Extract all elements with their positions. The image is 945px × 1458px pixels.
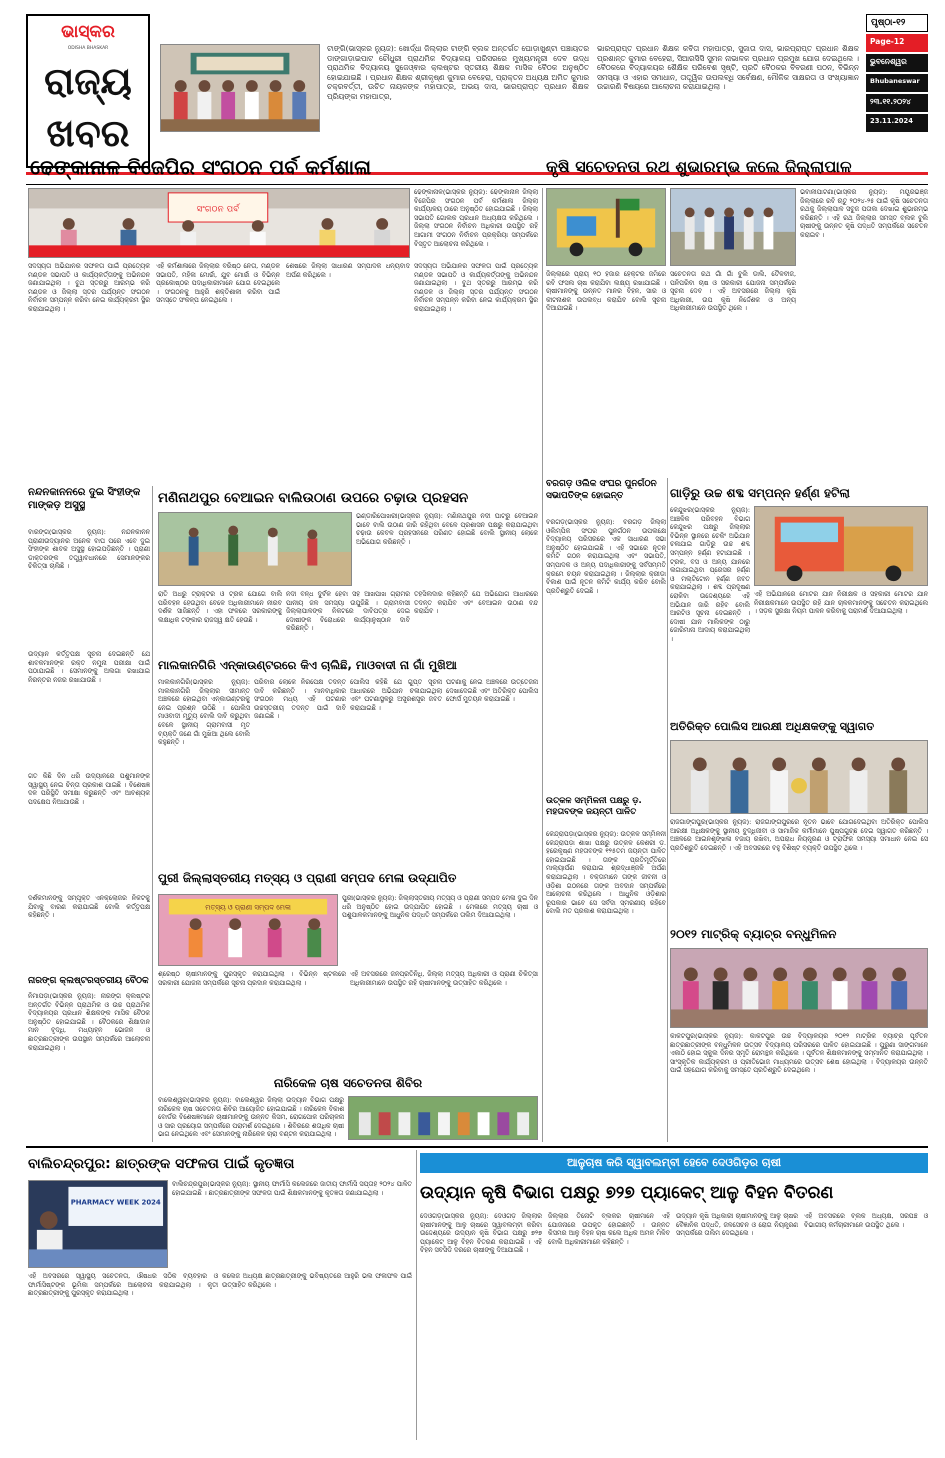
- story1-body-col4: ସଦସ୍ୟତା ଅଭିଯାନର ସଫଳତା ପାଇଁ ପ୍ରତ୍ୟେକ ମଣ୍ଡଳ ସଭାପତି ଓ କାର୍ଯ୍ୟକର୍ତ୍ତାଙ୍କୁ ଅଭିନନ୍ଦନ ଜଣାଯାଇଥିଲା । ବୁଥ ସ୍ତରରୁ ଆରମ୍ଭ କରି ମଣ୍ଡଳ ଓ ଜିଲ୍ଲା ସ୍ତର ପର୍ଯ୍ୟନ୍ତ ସଂଗଠନ ନିର୍ବାଚନ ସମ୍ପନ୍ନ କରିବା ନେଇ କାର୍ଯ୍ୟକ୍ରମ ସ୍ଥିର କରାଯାଇଥିଲା ।: [414, 262, 538, 313]
- story15-body-4: ଏହି ଅବସରରେ ବ୍ଲକ ଅଧ୍ୟକ୍ଷ, ସରପଞ୍ଚ ଓ ବିଭାଗୀୟ କର୍ମଚାରୀମାନେ ଉପସ୍ଥିତ ଥିଲେ ।: [804, 1212, 928, 1229]
- logo-subtitle: ODISHA BHASKAR: [67, 46, 109, 51]
- story1-banner-text: ସଂଗଠନ ପର୍ବ: [196, 204, 240, 215]
- story7-photo: [158, 512, 352, 586]
- story11-photo: [670, 740, 928, 814]
- column-divider-2: [542, 188, 543, 1142]
- story12-body: କାକଟପୁର(ଭାସ୍କର ନ୍ୟୁଜ): କାକଟପୁର ଉଚ୍ଚ ବିଦ୍ୟାଳୟର ୨୦୧୨ ମାଟ୍ରିକ ବ୍ୟାଚ୍‌ର ପୂର୍ବତନ ଛାତ୍ରଛାତ୍ରୀଙ୍କ ବନ୍ଧୁମିଳନ ଉତ୍ସବ ବିଦ୍ୟାଳୟ ପରିସରରେ ପାଳିତ ହୋଇଯାଇଛି । ପୁରୁଣା ସାଙ୍ଗମାନେ ଏକାଠି ହୋଇ ସ୍କୁଲ ଦିନର ସ୍ମୃତି ରୋମନ୍ଥନ କରିଥିଲେ । ପୂର୍ବତନ ଶିକ୍ଷକମାନଙ୍କୁ ସମ୍ମାନିତ କରାଯାଇଥିଲା । ସାଂସ୍କୃତିକ କାର୍ଯ୍ୟକ୍ରମ ଓ ପ୍ରୀତିଭୋଜ ମାଧ୍ୟମରେ ଉତ୍ସବ ଶେଷ ହୋଇଥିଲା । ବିଦ୍ୟାଳୟର ଉନ୍ନତି ପାଇଁ ସହଯୋଗ କରିବାକୁ ସମସ୍ତେ ପ୍ରତିଶ୍ରୁତି ଦେଇଥିଲେ ।: [670, 1032, 928, 1075]
- story2-body-col1: ଜିଲ୍ଲାରେ ପ୍ରାୟ ୧୦ ହଜାର ହେକ୍ଟର ଜମିରେ ରବି ଫସଲ ଚାଷ କରାଯିବା ଲକ୍ଷ୍ୟ ରଖାଯାଇଛି । ଚାଷୀମାନଙ୍କୁ ଉନ୍ନତ ମାନର ବିହନ, ସାର ଓ କୀଟନାଶକ ଉପଲବ୍ଧ କରାଯିବ ବୋଲି ସୂଚନା ଦିଆଯାଇଛି ।: [546, 270, 666, 313]
- story4-photo: [754, 506, 928, 586]
- story10-body: କେନ୍ଦ୍ରାପଡ଼ା(ଭାସ୍କର ନ୍ୟୁଜ): ଉତ୍କଳ ସମ୍ମିଳନୀ କେନ୍ଦ୍ରାପଡ଼ା ଶାଖା ପକ୍ଷରୁ ଉତ୍କଳ କେଶରୀ ଡ଼. ହରେକୃଷ୍ଣ ମହତାବଙ୍କ ୧୨୫ତମ ଜୟନ୍ତୀ ପାଳିତ ହୋଇଯାଇଛି । ତାଙ୍କ ପ୍ରତିମୂର୍ତ୍ତିରେ ମାଲ୍ୟାର୍ପଣ କରାଯାଇ ଶ୍ରଦ୍ଧାଞ୍ଜଳି ଅର୍ପଣ କରାଯାଇଥିଲା । ବକ୍ତାମାନେ ତାଙ୍କ ଜୀବନୀ ଓ ଓଡ଼ିଶା ଗଠନରେ ତାଙ୍କ ଅବଦାନ ସମ୍ପର୍କରେ ଆଲୋଚନା କରିଥିଲେ । ଆଧୁନିକ ଓଡ଼ିଶାର ରୂପକାର ଭାବେ ସେ ସର୍ବଦା ସ୍ମରଣୀୟ ରହିବେ ବୋଲି ମତ ପ୍ରକାଶ କରାଯାଇଥିଲା ।: [546, 830, 666, 916]
- story2-body-side: ଭବାନୀପାଟଣା(ଭାସ୍କର ନ୍ୟୁଜ): ମୟୂରଭଞ୍ଜ ଜିଲ୍ଲାରେ ରବି ଋତୁ ୨୦୨୪-୨୫ ପାଇଁ କୃଷି ସଚେତନତା ରଥକୁ ଜିଲ୍ଲାପାଳ ସବୁଜ ପତାକା ଦେଖାଇ ଶୁଭାରମ୍ଭ କରିଛନ୍ତି । ଏହି ରଥ ଜିଲ୍ଲାର ସମସ୍ତ ବ୍ଲକ ବୁଲି ଚାଷୀଙ୍କୁ ଉନ୍ନତ କୃଷି ପଦ୍ଧତି ସମ୍ପର୍କରେ ସଚେତନ କରାଇବ ।: [800, 188, 928, 239]
- story1-body-col1: ସଦସ୍ୟତା ଅଭିଯାନର ସଫଳତା ପାଇଁ ପ୍ରତ୍ୟେକ ମଣ୍ଡଳ ସଭାପତି ଓ କାର୍ଯ୍ୟକର୍ତ୍ତାଙ୍କୁ ଅଭିନନ୍ଦନ ଜଣାଯାଇଥିଲା । ବୁଥ ସ୍ତରରୁ ଆରମ୍ଭ କରି ମଣ୍ଡଳ ଓ ଜିଲ୍ଲା ସ୍ତର ପର୍ଯ୍ୟନ୍ତ ସଂଗଠନ ନିର୍ବାଚନ ସମ୍ପନ୍ନ କରିବା ନେଇ କାର୍ଯ୍ୟକ୍ରମ ସ୍ଥିର କରାଯାଇଥିଲା ।: [28, 262, 150, 313]
- page-number-odia: ପୃଷ୍ଠା-୧୨: [866, 14, 928, 32]
- story7-body-3: ନଦୀ ବନ୍ଧ ଦୁର୍ବଳ ହେବା ସହ ଆଖପାଖ ଗ୍ରାମର ପାନୀୟ ଜଳ ସମସ୍ୟା ଉପୁଜିଛି । ଗ୍ରାମବାସୀ ଜିଲ୍ଲାପାଳଙ୍କ ନିକଟରେ ଦାବିପତ୍ର ଦେଇ ଦୋଷୀଙ୍କ ବିରୋଧରେ କାର୍ଯ୍ୟାନୁଷ୍ଠାନ ଦାବି କରିଛନ୍ତି ।: [286, 590, 410, 633]
- story9-body-2: ଶ୍ରେଷ୍ଠ ଚାଷୀମାନଙ୍କୁ ପୁରସ୍କୃତ କରାଯାଇଥିଲା । ବିଭିନ୍ନ ଷ୍ଟଲରେ ସରକାରୀ ଯୋଜନା ସମ୍ପର୍କରେ ସୂଚନା ପ୍ରଦାନ କରାଯାଇଥିଲା ।: [158, 970, 346, 987]
- story8-body-2: ପରିବାର ଲୋକେ ନିରପେକ୍ଷ ତଦନ୍ତ ଦାବି କରିଛନ୍ତି । ମାନବାଧିକାର ସଂଗଠନ ମଧ୍ୟ ଏହି ଘଟଣାର ଉଚ୍ଚସ୍ତରୀୟ ତଦନ୍ତ ପାଇଁ ଦାବି ଜଣାଇଛି ।: [254, 678, 346, 721]
- divider-bottom-section: [26, 1146, 928, 1148]
- top-story-photo: [160, 44, 320, 132]
- story3-body: ବରଗଡ଼(ଭାସ୍କର ନ୍ୟୁଜ): ବରଗଡ଼ ଜିଲ୍ଲା ଓଲିମ୍ପିକ ସଂଘର ପୁନର୍ଗଠନ ଉପଲକ୍ଷେ ବିଦ୍ୟାଳୟ ପରିସରରେ ଏକ ସାଧାରଣ ସଭା ଅନୁଷ୍ଠିତ ହୋଇଯାଇଛି । ଏହି ସଭାରେ ନୂତନ କମିଟି ଗଠନ କରାଯାଇଥିଲା ଏବଂ ସଭାପତି, ସମ୍ପାଦକ ଓ ଅନ୍ୟ ପଦାଧିକାରୀଙ୍କୁ ସର୍ବସମ୍ମତି କ୍ରମେ ଚୟନ କରାଯାଇଥିଲା । ଜିଲ୍ଲାର କ୍ରୀଡ଼ା ବିକାଶ ପାଇଁ ନୂତନ କମିଟି କାର୍ଯ୍ୟ କରିବ ବୋଲି ପ୍ରତିଶ୍ରୁତି ଦେଇଛି ।: [546, 518, 666, 595]
- date-en: 23.11.2024: [866, 114, 928, 132]
- top-story-column-1: ଟାଙ୍ଗି(ଭାସ୍କର ନ୍ୟୁଜ): ଖୋର୍ଦ୍ଧା ଜିଲ୍ଲାର ଟାଙ୍ଗି ବ୍ଲକ ଅନ୍ତର୍ଗତ ଘୋଡ଼ାଖୁଣ୍ଟା ପଞ୍ଚାୟତର ଡାଙ୍ଗାଡ଼ାଇପାଟ ଚୌଧୁରୀ ପ୍ରାଥମିକ ବିଦ୍ୟାଳୟ ପରିସରରେ ମୁଖ୍ୟମନ୍ତ୍ରୀ ଦେବ ଉଦ୍ଧ ପ୍ରାଥମିକ ବିଦ୍ୟାଳୟ ସୁଜେଓ୍ଵାର କ୍ଲଷ୍ଟର ସ୍ତରୀୟ ଶିକ୍ଷକ ମାସିକ ବୈଠକ ଅନୁଷ୍ଠିତ ହୋଇଯାଇଛି । ପ୍ରଧାନ ଶିକ୍ଷକ ଶ୍ରୀକୃଷ୍ଣ କୁମାର ବେହେରା, ପ୍ରାକ୍ତନ ଅଧ୍ୟକ୍ଷ ଅମିତ କୁମାର ଚକ୍ରବର୍ତ୍ତୀ, ଉଚିତ ନାୟକଙ୍କ ମହାପାତ୍ର, ଅଭୟ ଦାସ, ଭାରପ୍ରାପ୍ତ ପ୍ରଧାନ ଶିକ୍ଷକ ପ୍ରିୟଙ୍କା ମହାପାତ୍ର,: [327, 44, 589, 101]
- top-story-column-2: ଭାରପ୍ରାପ୍ତ ପ୍ରଧାନ ଶିକ୍ଷକ କବିତା ମହାପାତ୍ର, ସୁଜାତା ଦାସ, ଭାରପ୍ରାପ୍ତ ପ୍ରଧାନ ଶିକ୍ଷକ ପ୍ରଶାନ୍ତ କୁମାର ବେହେରା, ସିଆରସିସି ସୁମନ ନାଭାଳକ ପ୍ରଧାନ ପ୍ରମୁଖ ଯୋଗ ଦେଇଥିଲେ । ବୈଠକରେ ବିଦ୍ୟାଳୟର ଶୈକ୍ଷିକ ପରିବେଶ ସୃଷ୍ଟି, ପ୍ରତି ବୈଠକର ବିବରଣୀ ପଠନ, ବିଭିନ୍ନ ସମସ୍ୟା ଓ ଏହାର ସମାଧାନ, ତାତ୍ତ୍ୱିକ ଉପଲବ୍ଧି ସର୍ବେକ୍ଷଣ, ମୌଳିକ ସାକ୍ଷରତା ଓ ସଂଖ୍ୟାଜ୍ଞାନ ଉଚ୍ଚାରଣି ବିଷୟରେ ଆଲୋଚନା କରାଯାଇଥିଲା ।: [597, 44, 859, 92]
- section-title-line2: ଖବର: [46, 111, 130, 155]
- story9-photo-banner: ମତ୍ସ୍ୟ ଓ ପ୍ରାଣୀ ସମ୍ପଦ ମେଳା: [205, 903, 291, 912]
- story14-body-1: ବାଲିଚନ୍ଦ୍ରପୁର(ଭାସ୍କର ନ୍ୟୁଜ): ସ୍ଥାନୀୟ ଫାର୍ମାସି କଲେଜରେ ଜାତୀୟ ଫାର୍ମାସି ସପ୍ତାହ ୨୦୨୪ ପାଳିତ ହୋଇଯାଇଛି । ଛାତ୍ରଛାତ୍ରୀଙ୍କ ସଫଳତା ପାଇଁ ଶିକ୍ଷକମାନଙ୍କୁ କୃତଜ୍ଞତା ଜଣାଯାଇଥିଲା ।: [172, 1180, 412, 1197]
- city-en: Bhubaneswar: [866, 74, 928, 92]
- story12-photo: [670, 948, 928, 1028]
- story5-body-2: ଉଦ୍ୟାନ କର୍ତ୍ତୃପକ୍ଷ ସୂଚନା ଦେଇଛନ୍ତି ଯେ ଶାବକମାନଙ୍କ ରକ୍ତ ନମୁନା ପରୀକ୍ଷା ପାଇଁ ପଠାଯାଇଛି । ସେମାନଙ୍କୁ ଅଲଗା ରଖାଯାଇ ନିରନ୍ତର ନଜର ରଖାଯାଉଛି ।: [28, 650, 150, 684]
- story5-body-1: ବାରଙ୍ଗ(ଭାସ୍କର ନ୍ୟୁଜ): ନନ୍ଦନକାନନ ପ୍ରାଣୀଉଦ୍ୟାନର ଅନେକ ବାଘ ପରେ ଏବେ ଦୁଇ ସିଂହୀଙ୍କ ଶାବକ ଅସୁସ୍ଥ ହୋଇପଡ଼ିଛନ୍ତି । ପ୍ରାଣୀ ଡାକ୍ତରଙ୍କ ତତ୍ତ୍ୱାବଧାନରେ ସେମାନଙ୍କର ଚିକିତ୍ସା ଚାଲିଛି ।: [28, 528, 150, 571]
- logo-brand: ଭାସ୍କର: [61, 22, 115, 42]
- story1-body-col3: ଶେଷରେ ଜିଲ୍ଲା ସାଧାରଣ ସମ୍ପାଦକ ଧନ୍ୟବାଦ ଅର୍ପଣ କରିଥିଲେ ।: [286, 262, 410, 279]
- story9-photo: [158, 894, 338, 966]
- story1-photo: [28, 188, 410, 258]
- story5-headline: ନନ୍ଦନକାନନରେ ଦୁଇ ସିଂହୀଙ୍କ ମାଙ୍କଡ଼ ଅସୁସ୍ଥ: [28, 487, 141, 511]
- story14-photo: [28, 1180, 168, 1268]
- story8-body-3: ପୋଲିସ କହିଛି ଯେ ଗୁପ୍ତ ସୂଚନା ଆଧାରରେ ଅଭିଯାନ ଚଳାଯାଇଥିଲା ଏବଂ ଘଟଣାସ୍ଥଳରୁ ଅସ୍ତ୍ରଶସ୍ତ୍ର ଜବତ କରାଯାଇଛି ।: [350, 678, 442, 712]
- story9-body-3: ଏହି ଅବସରରେ ଜନପ୍ରତିନିଧି, ଜିଲ୍ଲା ମତ୍ସ୍ୟ ଅଧିକାରୀ ଓ ପ୍ରାଣୀ ଚିକିତ୍ସା ଅଧିକାରୀମାନେ ଉପସ୍ଥିତ ରହି ଚାଷୀମାନଙ୍କୁ ଉତ୍ସାହିତ କରିଥିଲେ ।: [350, 970, 538, 987]
- story15-body-2: ଜିଲ୍ଲାର ତିନୋଟି ବ୍ଲକର ଚାଷୀମାନେ ଏହି ଯୋଜନାରେ ଉପକୃତ ହୋଇଛନ୍ତି । ଉନ୍ନତ କିସମର ଆଳୁ ବିହନ ଚାଷ କଲେ ଅଧିକ ଅମଳ ମିଳିବ ବୋଲି ଅଧିକାରୀମାନେ କହିଛନ୍ତି ।: [548, 1212, 670, 1246]
- story12-headline: ୨୦୧୨ ମାଟ୍ରିକ୍ ବ୍ୟାଚ୍‌ର ବନ୍ଧୁମିଳନ: [670, 927, 837, 941]
- story8-body-1: ମାଲକାନଗିରି(ଭାସ୍କର ନ୍ୟୁଜ): ମାଲକାନଗିରି ଜିଲ୍ଲାର ସୀମାନ୍ତ ଅଞ୍ଚଳରେ ହୋଇଥିବା ଏନ୍‌କାଉଣ୍ଟରକୁ ନେଇ ପ୍ରଶ୍ନ ଉଠିଛି । ପୋଲିସ ମାଓବାଦୀ ମୃତ୍ୟୁ ବୋଲି ଦାବି କରୁଥିବା ବେଳେ ସ୍ଥାନୀୟ ଗ୍ରାମବାସୀ ମୃତ ବ୍ୟକ୍ତି ଜଣେ ଗାଁ ମୁଖିଆ ଥିଲେ ବୋଲି କହୁଛନ୍ତି ।: [158, 678, 250, 747]
- story4-body-continued: ଏହି ଅଭିଯାନରେ ମୋଟର ଯାନ ନିରୀକ୍ଷକ ଓ ସହକାରୀ ମୋଟର ଯାନ ନିରୀକ୍ଷକମାନେ ଉପସ୍ଥିତ ରହି ଯାନ ଚାଳକମାନଙ୍କୁ ସଚେତନ କରାଇଥିଲେ । ସଡ଼କ ସୁରକ୍ଷା ନିୟମ ପାଳନ କରିବାକୁ ପରାମର୍ଶ ଦିଆଯାଇଥିଲା ।: [754, 590, 928, 616]
- story15-body-1: ଦେଓଗଡ଼(ଭାସ୍କର ନ୍ୟୁଜ): ଦେଓଗଡ଼ ଜିଲ୍ଲାର ଚାଷୀମାନଙ୍କୁ ଆଳୁ ଚାଷରେ ସ୍ୱାବଲମ୍ବୀ କରିବା ଉଦ୍ଦେଶ୍ୟରେ ଉଦ୍ୟାନ କୃଷି ବିଭାଗ ପକ୍ଷରୁ ୭୨୭ ପ୍ୟାକେଟ୍ ଆଳୁ ବିହନ ବିତରଣ କରାଯାଇଛି । ଏହି ବିହନ ସବସିଡି ଦରରେ ଚାଷୀଙ୍କୁ ଦିଆଯାଇଛି ।: [420, 1212, 542, 1255]
- story15-banner: ଆଳୁଚାଷ କରି ସ୍ୱାବଲମ୍ବୀ ହେବେ ଦେଓଗିଡ଼ର ଚାଷୀ: [420, 1153, 928, 1173]
- story4-body: କେନ୍ଦୁଝର(ଭାସ୍କର ନ୍ୟୁଜ): ଆଞ୍ଚଳିକ ପରିବହନ ବିଭାଗ କେନ୍ଦୁଝର ପକ୍ଷରୁ ଜିଲ୍ଲାର ବିଭିନ୍ନ ସ୍ଥାନରେ ଚେକିଂ ଅଭିଯାନ ଚଳାଯାଇ ଗାଡ଼ିରୁ ଉଚ୍ଚ ଶବ୍ଦ ସମ୍ପନ୍ନ ହର୍ଣ୍ଣ ହଟାଯାଇଛି । ଟ୍ରକ, ବସ ଓ ଅନ୍ୟ ଯାନରେ ଲଗାଯାଇଥିବା ପ୍ରେସର ହର୍ଣ୍ଣ ଓ ମଲ୍ଟିଟୋନ ହର୍ଣ୍ଣ ଜବତ କରାଯାଇଥିଲା । ଶବ୍ଦ ପ୍ରଦୂଷଣ ରୋକିବା ଉଦ୍ଦେଶ୍ୟରେ ଏହି ଅଭିଯାନ ଜାରି ରହିବ ବୋଲି ଆରଟିଓ ସୂଚନା ଦେଇଛନ୍ତି । ଦୋଷୀ ଯାନ ମାଲିକଙ୍କ ଠାରୁ ଜୋରିମାନା ଆଦାୟ କରାଯାଇଥିଲା ।: [670, 506, 750, 643]
- story14-headline: ବାଲିଚନ୍ଦ୍ରପୁର: ଛାତ୍ରଙ୍କ ସଫଳତା ପାଇଁ କୃତଜ୍ଞତା: [28, 1156, 295, 1172]
- page-meta: [866, 14, 928, 168]
- section-title-line1: ରାଜ୍ୟ: [44, 59, 132, 103]
- story7-headline: ମଣିନାଥପୁର ବେଆଇନ ବାଲିଉଠାଣ ଉପରେ ଚଢ଼ାଉ ପ୍ରହସନ: [158, 490, 469, 506]
- story10-headline: ଉତ୍କଳ ସମ୍ମିଳନୀ ପକ୍ଷରୁ ଡ଼. ମହତାବଙ୍କ ଜୟନ୍ତୀ ପାଳିତ: [546, 796, 642, 817]
- divider-top: [26, 184, 928, 185]
- story4-headline: ଗାଡ଼ିରୁ ଉଚ୍ଚ ଶବ୍ଦ ସମ୍ପନ୍ନ ହର୍ଣ୍ଣ ହଟିଲା: [670, 486, 850, 500]
- story15-headline: ଉଦ୍ୟାନ କୃଷି ବିଭାଗ ପକ୍ଷରୁ ୭୨୭ ପ୍ୟାକେଟ୍ ଆଳୁ ବିହନ ବିତରଣ: [420, 1183, 834, 1203]
- date-odia: ୨୩.୧୧.୨୦୨୪: [866, 94, 928, 112]
- story11-headline: ଅତିରିକ୍ତ ପୋଲିସ ଆରକ୍ଷୀ ଅଧିକ୍ଷକଙ୍କୁ ସ୍ୱାଗତ: [670, 720, 875, 733]
- city-odia: ଭୁବନେଶ୍ୱର: [866, 54, 928, 72]
- column-divider-1: [152, 486, 153, 1142]
- story11-body: ରାଜଗାଙ୍ଗପୁର(ଭାସ୍କର ନ୍ୟୁଜ): ରାଜଗାଙ୍ଗପୁରରେ ନୂତନ ଭାବେ ଯୋଗଦେଇଥିବା ଅତିରିକ୍ତ ପୋଲିସ ଆରକ୍ଷୀ ଅଧିକ୍ଷକଙ୍କୁ ସ୍ଥାନୀୟ ବୁଦ୍ଧିଜୀବୀ ଓ ସାମାଜିକ କର୍ମୀମାନେ ପୁଷ୍ପଗୁଚ୍ଛ ଦେଇ ସ୍ୱାଗତ କରିଛନ୍ତି । ଅଞ୍ଚଳରେ ଆଇନଶୃଙ୍ଖଳା ବଜାୟ ରଖିବା, ଅପରାଧ ନିୟନ୍ତ୍ରଣ ଓ ଟ୍ରାଫିକ ସମସ୍ୟା ସମାଧାନ ନେଇ ସେ ପ୍ରତିଶ୍ରୁତି ଦେଇଛନ୍ତି । ଏହି ଅବସରରେ ବହୁ ବିଶିଷ୍ଟ ବ୍ୟକ୍ତି ଉପସ୍ଥିତ ଥିଲେ ।: [670, 818, 928, 852]
- story5-body-3: ଗତ କିଛି ଦିନ ଧରି ଉଦ୍ୟାନରେ ପଶୁମାନଙ୍କ ସ୍ୱାସ୍ଥ୍ୟ ନେଇ ଚିନ୍ତା ପ୍ରକାଶ ପାଇଛି । ବିଶେଷଜ୍ଞ ଦଳ ପରିସ୍ଥିତି ସମୀକ୍ଷା କରୁଛନ୍ତି ଏବଂ ଆବଶ୍ୟକ ପଦକ୍ଷେପ ନିଆଯାଉଛି ।: [28, 772, 150, 806]
- column-divider-4: [416, 1150, 417, 1440]
- story14-body-3: କଲେଜ ଅଧ୍ୟକ୍ଷ ଛାତ୍ରଛାତ୍ରୀଙ୍କୁ ଭବିଷ୍ୟତରେ ଆହୁରି ଭଲ ଫଳାଫଳ ପାଇଁ ଉତ୍ସାହିତ କରିଥିଲେ ।: [222, 1272, 412, 1289]
- story13-photo: [348, 1096, 538, 1140]
- story14-photo-banner: PHARMACY WEEK 2024: [70, 1198, 161, 1207]
- masthead-logo: [26, 14, 150, 168]
- story2-headline: କୃଷି ସଚେତନତା ରଥ ଶୁଭାରମ୍ଭ କଲେ ଜିଲ୍ଲାପାଳ: [546, 157, 852, 176]
- story2-body-col2: ସଚେତନତା ରଥ ଗାଁ ଗାଁ ବୁଲି ଡାଲି, ତୈଳବୀଜ, ପନିପରିବା ଚାଷ ଓ ସରକାରୀ ଯୋଜନା ସମ୍ପର୍କରେ ସୂଚନା ଦେବ । ଏହି ଅବସରରେ ଜିଲ୍ଲା କୃଷି ଅଧିକାରୀ, ଉପ କୃଷି ନିର୍ଦ୍ଦେଶକ ଓ ଅନ୍ୟ ଅଧିକାରୀମାନେ ଉପସ୍ଥିତ ଥିଲେ ।: [670, 270, 796, 313]
- story6-headline: ନାରଙ୍ଗ କ୍ଲଷ୍ଟରସ୍ତରୀୟ ବୈଠକ: [28, 976, 149, 986]
- story15-body-3: ଉଦ୍ୟାନ କୃଷି ଅଧିକାରୀ ଚାଷୀମାନଙ୍କୁ ଆଳୁ ଚାଷର ବୈଜ୍ଞାନିକ ପଦ୍ଧତି, ଜଳସେଚନ ଓ ରୋଗ ନିୟନ୍ତ୍ରଣ ସମ୍ପର୍କରେ ତାଲିମ ଦେଇଥିଲେ ।: [676, 1212, 798, 1238]
- page-number-en: Page-12: [866, 34, 928, 52]
- story9-headline: ପୁରୀ ଜିଲ୍ଲାସ୍ତରୀୟ ମତ୍ସ୍ୟ ଓ ପ୍ରାଣୀ ସମ୍ପଦ ମେଳା ଉଦ୍‌ଯାପିତ: [158, 871, 457, 885]
- story8-body-4: ଘଟଣାକୁ ନେଇ ଅଞ୍ଚଳରେ ଉତ୍ତେଜନା ଦେଖାଦେଇଛି ଏବଂ ଅତିରିକ୍ତ ପୋଲିସ ଫୋର୍ସ ମୁତୟନ କରାଯାଇଛି ।: [446, 678, 538, 704]
- story1-body-intro: ଢେଙ୍କାନାଳ(ଭାସ୍କର ନ୍ୟୁଜ): ଢେଙ୍କାନାଳ ଜିଲ୍ଲା ବିଜେପିର ସଂଗଠନ ପର୍ବ କର୍ମଶାଳା ଜିଲ୍ଲା କାର୍ଯ୍ୟାଳୟ ଠାରେ ଅନୁଷ୍ଠିତ ହୋଇଯାଇଛି । ଜିଲ୍ଲା ସଭାପତି ଗୋଲକ ପ୍ରଧାନ ଅଧ୍ୟକ୍ଷତା କରିଥିଲେ । ଜିଲ୍ଲା ସଂଗଠନ ନିର୍ବାଚନ ଅଧିକାରୀ ଉପସ୍ଥିତ ରହି ଆଗାମୀ ସଂଗଠନ ନିର୍ବାଚନ ପ୍ରକ୍ରିୟା ସମ୍ପର୍କରେ ବିସ୍ତୃତ ଆଲୋଚନା କରିଥିଲେ ।: [414, 188, 538, 248]
- story7-body-4: ତହସିଲଦାର କହିଛନ୍ତି ଯେ ଅଭିଯୋଗ ଆଧାରରେ ତଦନ୍ତ କରାଯିବ ଏବଂ ବେଆଇନ ଉଠାଣ ବନ୍ଦ କରାଯିବ ।: [414, 590, 538, 616]
- story3-headline: ବରଗଡ଼ ଓଲିକ ସଂଘର ପୁନର୍ଗଠନ ସଭାପତିଙ୍କ ହୋଇନ୍ତ: [546, 479, 657, 501]
- story2-photo-2: [670, 188, 796, 266]
- story8-headline: ମାଲକାନଗିରି ଏନ୍‌କାଉଣ୍ଟରରେ କିଏ ଚାଲିଛି, ମାଓବାଦୀ ନା ଗାଁ ମୁଖିଆ: [158, 658, 457, 672]
- story7-body-1: ଭଣ୍ଡାରିପୋଖରୀ(ଭାସ୍କର ନ୍ୟୁଜ): ମଣିନାଥପୁର ନଦୀ ଘାଟରୁ ବେଆଇନ ଭାବେ ବାଲି ଉଠାଣ ଜାରି ରହିଥିବା ବେଳେ ପ୍ରଶାସନ ପକ୍ଷରୁ କରାଯାଇଥିବା ଚଢ଼ାଉ କେବଳ ପ୍ରହସନରେ ପରିଣତ ହୋଇଛି ବୋଲି ସ୍ଥାନୀୟ ଲୋକେ ଅଭିଯୋଗ କରିଛନ୍ତି ।: [356, 512, 538, 546]
- story1-body-col2: ଏହି କର୍ମଶାଳାରେ ଜିଲ୍ଲାର ବରିଷ୍ଠ ନେତା, ମଣ୍ଡଳ ସଭାପତି, ମହିଳା ମୋର୍ଚ୍ଚା, ଯୁବ ମୋର୍ଚ୍ଚା ଓ ବିଭିନ୍ନ ପ୍ରକୋଷ୍ଠର ପଦାଧିକାରୀମାନେ ଯୋଗ ଦେଇଥିଲେ । ସଂଗଠନକୁ ଆହୁରି ଶକ୍ତିଶାଳୀ କରିବା ପାଇଁ ସମସ୍ତେ ସଂକଳ୍ପ ନେଇଥିଲେ ।: [156, 262, 280, 305]
- story13-body: ବାଲେଶ୍ୱର(ଭାସ୍କର ନ୍ୟୁଜ): ବାଲେଶ୍ୱର ଜିଲ୍ଲା ଉଦ୍ୟାନ ବିଭାଗ ପକ୍ଷରୁ ନାରିକେଳ ଚାଷ ସଚେତନତା ଶିବିର ଆୟୋଜିତ ହୋଇଯାଇଛି । ନାରିକେଳ ବିକାଶ ବୋର୍ଡର ବିଶେଷଜ୍ଞମାନେ ଚାଷୀମାନଙ୍କୁ ଉନ୍ନତ କିସମ, ରୋଗପୋକ ପରିଚାଳନା ଓ ସାର ପ୍ରୟୋଗ ସମ୍ପର୍କରେ ପରାମର୍ଶ ଦେଇଥିଲେ । ଶିବିରରେ ଶତାଧିକ ଚାଷୀ ଭାଗ ନେଇଥିଲେ ଏବଂ ସେମାନଙ୍କୁ ନାରିକେଳ ଚାରା ବଣ୍ଟନ କରାଯାଇଥିଲା ।: [158, 1096, 344, 1139]
- story14-body-2: ଏହି ଅବସରରେ ସ୍ୱାସ୍ଥ୍ୟ ସଚେତନତା, ଔଷଧର ସଠିକ ବ୍ୟବହାର ଓ ଫାର୍ମାସିଷ୍ଟଙ୍କ ଭୂମିକା ସମ୍ପର୍କରେ ଆଲୋଚନା କରାଯାଇଥିଲା । କୃତୀ ଛାତ୍ରଛାତ୍ରୀଙ୍କୁ ପୁରସ୍କୃତ କରାଯାଇଥିଲା ।: [28, 1272, 218, 1298]
- column-divider-3: [667, 478, 668, 1142]
- story2-photo-1: [546, 188, 666, 266]
- story6-body: ନିମାପଡ଼ା(ଭାସ୍କର ନ୍ୟୁଜ): ନାରଙ୍ଗ କ୍ଲଷ୍ଟର ଅନ୍ତର୍ଗତ ବିଭିନ୍ନ ପ୍ରାଥମିକ ଓ ଉଚ୍ଚ ପ୍ରାଥମିକ ବିଦ୍ୟାଳୟର ପ୍ରଧାନ ଶିକ୍ଷକଙ୍କ ମାସିକ ବୈଠକ ଅନୁଷ୍ଠିତ ହୋଇଯାଇଛି । ବୈଠକରେ ଶିକ୍ଷାଦାନ ମାନ ବୃଦ୍ଧି, ମଧ୍ୟାହ୍ନ ଭୋଜନ ଓ ଛାତ୍ରଛାତ୍ରୀଙ୍କ ଉପସ୍ଥାନ ସମ୍ପର୍କରେ ଆଲୋଚନା କରାଯାଇଥିଲା ।: [28, 992, 150, 1052]
- story1-headline: ଢେଙ୍କାନାଳ ବିଜେପିର ସଂଗଠନ ପର୍ବ କର୍ମଶାଳା: [30, 155, 372, 179]
- story7-body-2: ରାତି ଅଧରୁ ଟ୍ରାକ୍ଟର ଓ ଟ୍ରକ ଯୋଗେ ବାଲି ପରିବହନ ହେଉଥିବା ବେଳେ ଅଧିକାରୀମାନେ ନୀରବ ଦର୍ଶକ ସାଜିଛନ୍ତି । ଏହା ଫଳରେ ସରକାରଙ୍କୁ ଲକ୍ଷାଧିକ ଟଙ୍କାର ରାଜସ୍ୱ କ୍ଷତି ହେଉଛି ।: [158, 590, 282, 624]
- story5-body-4: ଦର୍ଶକମାନଙ୍କୁ ସମ୍ପୃକ୍ତ ଏନକ୍ଲୋଜର ନିକଟକୁ ଯିବାକୁ ବାରଣ କରାଯାଇଛି ବୋଲି କର୍ତ୍ତୃପକ୍ଷ କହିଛନ୍ତି ।: [28, 894, 150, 920]
- story9-body-1: ପୁରୀ(ଭାସ୍କର ନ୍ୟୁଜ): ଜିଲ୍ଲାସ୍ତରୀୟ ମତ୍ସ୍ୟ ଓ ପ୍ରାଣୀ ସମ୍ପଦ ମେଳା ଦୁଇ ଦିନ ଧରି ଅନୁଷ୍ଠିତ ହୋଇ ଉଦ୍‌ଯାପିତ ହୋଇଛି । ମେଳାରେ ମତ୍ସ୍ୟ ଚାଷୀ ଓ ପଶୁପାଳକମାନଙ୍କୁ ଆଧୁନିକ ପଦ୍ଧତି ସମ୍ପର୍କରେ ତାଲିମ ଦିଆଯାଇଥିଲା ।: [342, 894, 538, 920]
- story13-headline: ନାରିକେଳ ଚାଷ ସଚେତନତା ଶିବିର: [273, 1076, 423, 1090]
